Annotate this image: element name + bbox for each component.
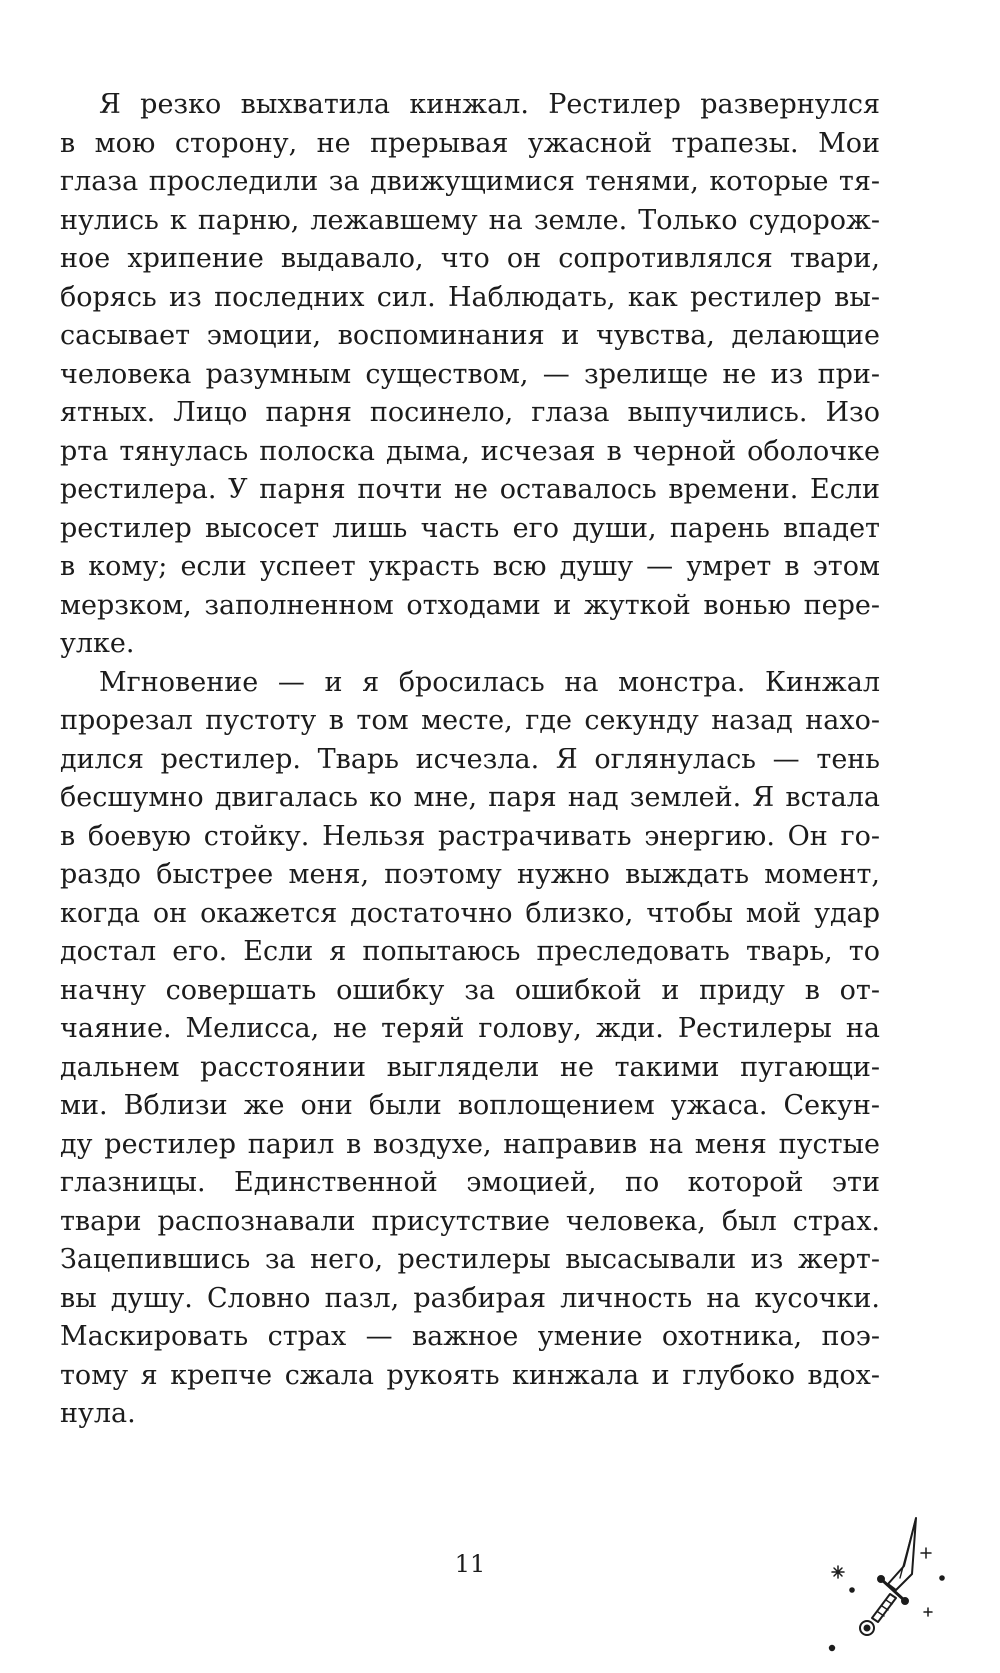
page-number: 11 [454, 1550, 486, 1578]
paragraph-2 [60, 664, 880, 1434]
paragraph-1 [60, 86, 880, 664]
text-line: Мгновение — и я бросилась на монстра. Кинжал [99, 666, 880, 698]
text-line: Маскировать страх — важное умение охотника, поэ- [60, 1321, 880, 1352]
text-line: ное хрипение выдавало, что он сопротивлялся твари, [60, 243, 880, 274]
text-line: Зацепившись за него, рестилеры высасывали из жерт- [60, 1244, 880, 1275]
text-line: тому я крепче сжала рукоять кинжала и глубоко вдох- [60, 1359, 880, 1391]
text-line: прорезал пустоту в том месте, где секунду назад нахо- [60, 705, 880, 736]
text-line: глазницы. Единственной эмоцией, по которой эти [60, 1167, 880, 1198]
text-line: улке. [60, 628, 135, 659]
text-line: начну совершать ошибку за ошибкой и приду в от- [60, 974, 880, 1006]
text-line: в кому; если успеет украсть всю душу — умрет в этом [60, 551, 880, 582]
text-line: мерзком, заполненном отходами и жуткой вонью пере- [60, 589, 880, 621]
text-line: дился рестилер. Тварь исчезла. Я оглянулась — тень [60, 743, 880, 775]
text-line: нула. [60, 1398, 136, 1429]
text-line: когда он окажется достаточно близко, чтобы мой удар [60, 897, 880, 929]
text-line: в боевую стойку. Нельзя растрачивать энергию. Он го- [60, 820, 880, 852]
text-line: сасывает эмоции, воспоминания и чувства, делающие [60, 320, 880, 351]
text-line: глаза проследили за движущимися тенями, которые тя- [60, 166, 880, 197]
text-line: нулись к парню, лежавшему на земле. Только судорож- [60, 204, 880, 236]
text-line: твари распознавали присутствие человека, был страх. [60, 1205, 880, 1237]
text-line: раздо быстрее меня, поэтому нужно выждать момент, [60, 859, 880, 890]
text-line: рестилер высосет лишь часть его души, парень впадет [60, 512, 880, 544]
text-line: борясь из последних сил. Наблюдать, как рестилер вы- [60, 281, 880, 313]
text-line: ятных. Лицо парня посинело, глаза выпучились. Изо [60, 397, 880, 428]
text-line: достал его. Если я попытаюсь преследовать тварь, то [60, 936, 880, 967]
text-body [60, 86, 880, 1434]
dagger-icon [808, 1508, 990, 1668]
text-line: в мою сторону, не прерывая ужасной трапезы. Мои [60, 127, 880, 159]
text-line: ми. Вблизи же они были воплощением ужаса. Секун- [60, 1090, 880, 1121]
text-line: рта тянулась полоска дыма, исчезая в черной оболочке [60, 435, 880, 467]
text-line: человека разумным существом, — зрелище не из при- [60, 358, 880, 390]
text-line: дальнем расстоянии выглядели не такими пугающи- [60, 1051, 880, 1083]
text-line: бесшумно двигалась ко мне, паря над землей. Я встала [60, 782, 880, 813]
text-line: рестилера. У парня почти не оставалось времени. Если [60, 474, 880, 505]
text-line: Я резко выхватила кинжал. Рестилер развернулся [99, 89, 880, 120]
text-line: вы душу. Словно пазл, разбирая личность на кусочки. [60, 1282, 880, 1314]
text-line: чаяние. Мелисса, не теряй голову, жди. Рестилеры на [60, 1013, 880, 1044]
text-line: ду рестилер парил в воздухе, направив на меня пустые [60, 1128, 880, 1160]
